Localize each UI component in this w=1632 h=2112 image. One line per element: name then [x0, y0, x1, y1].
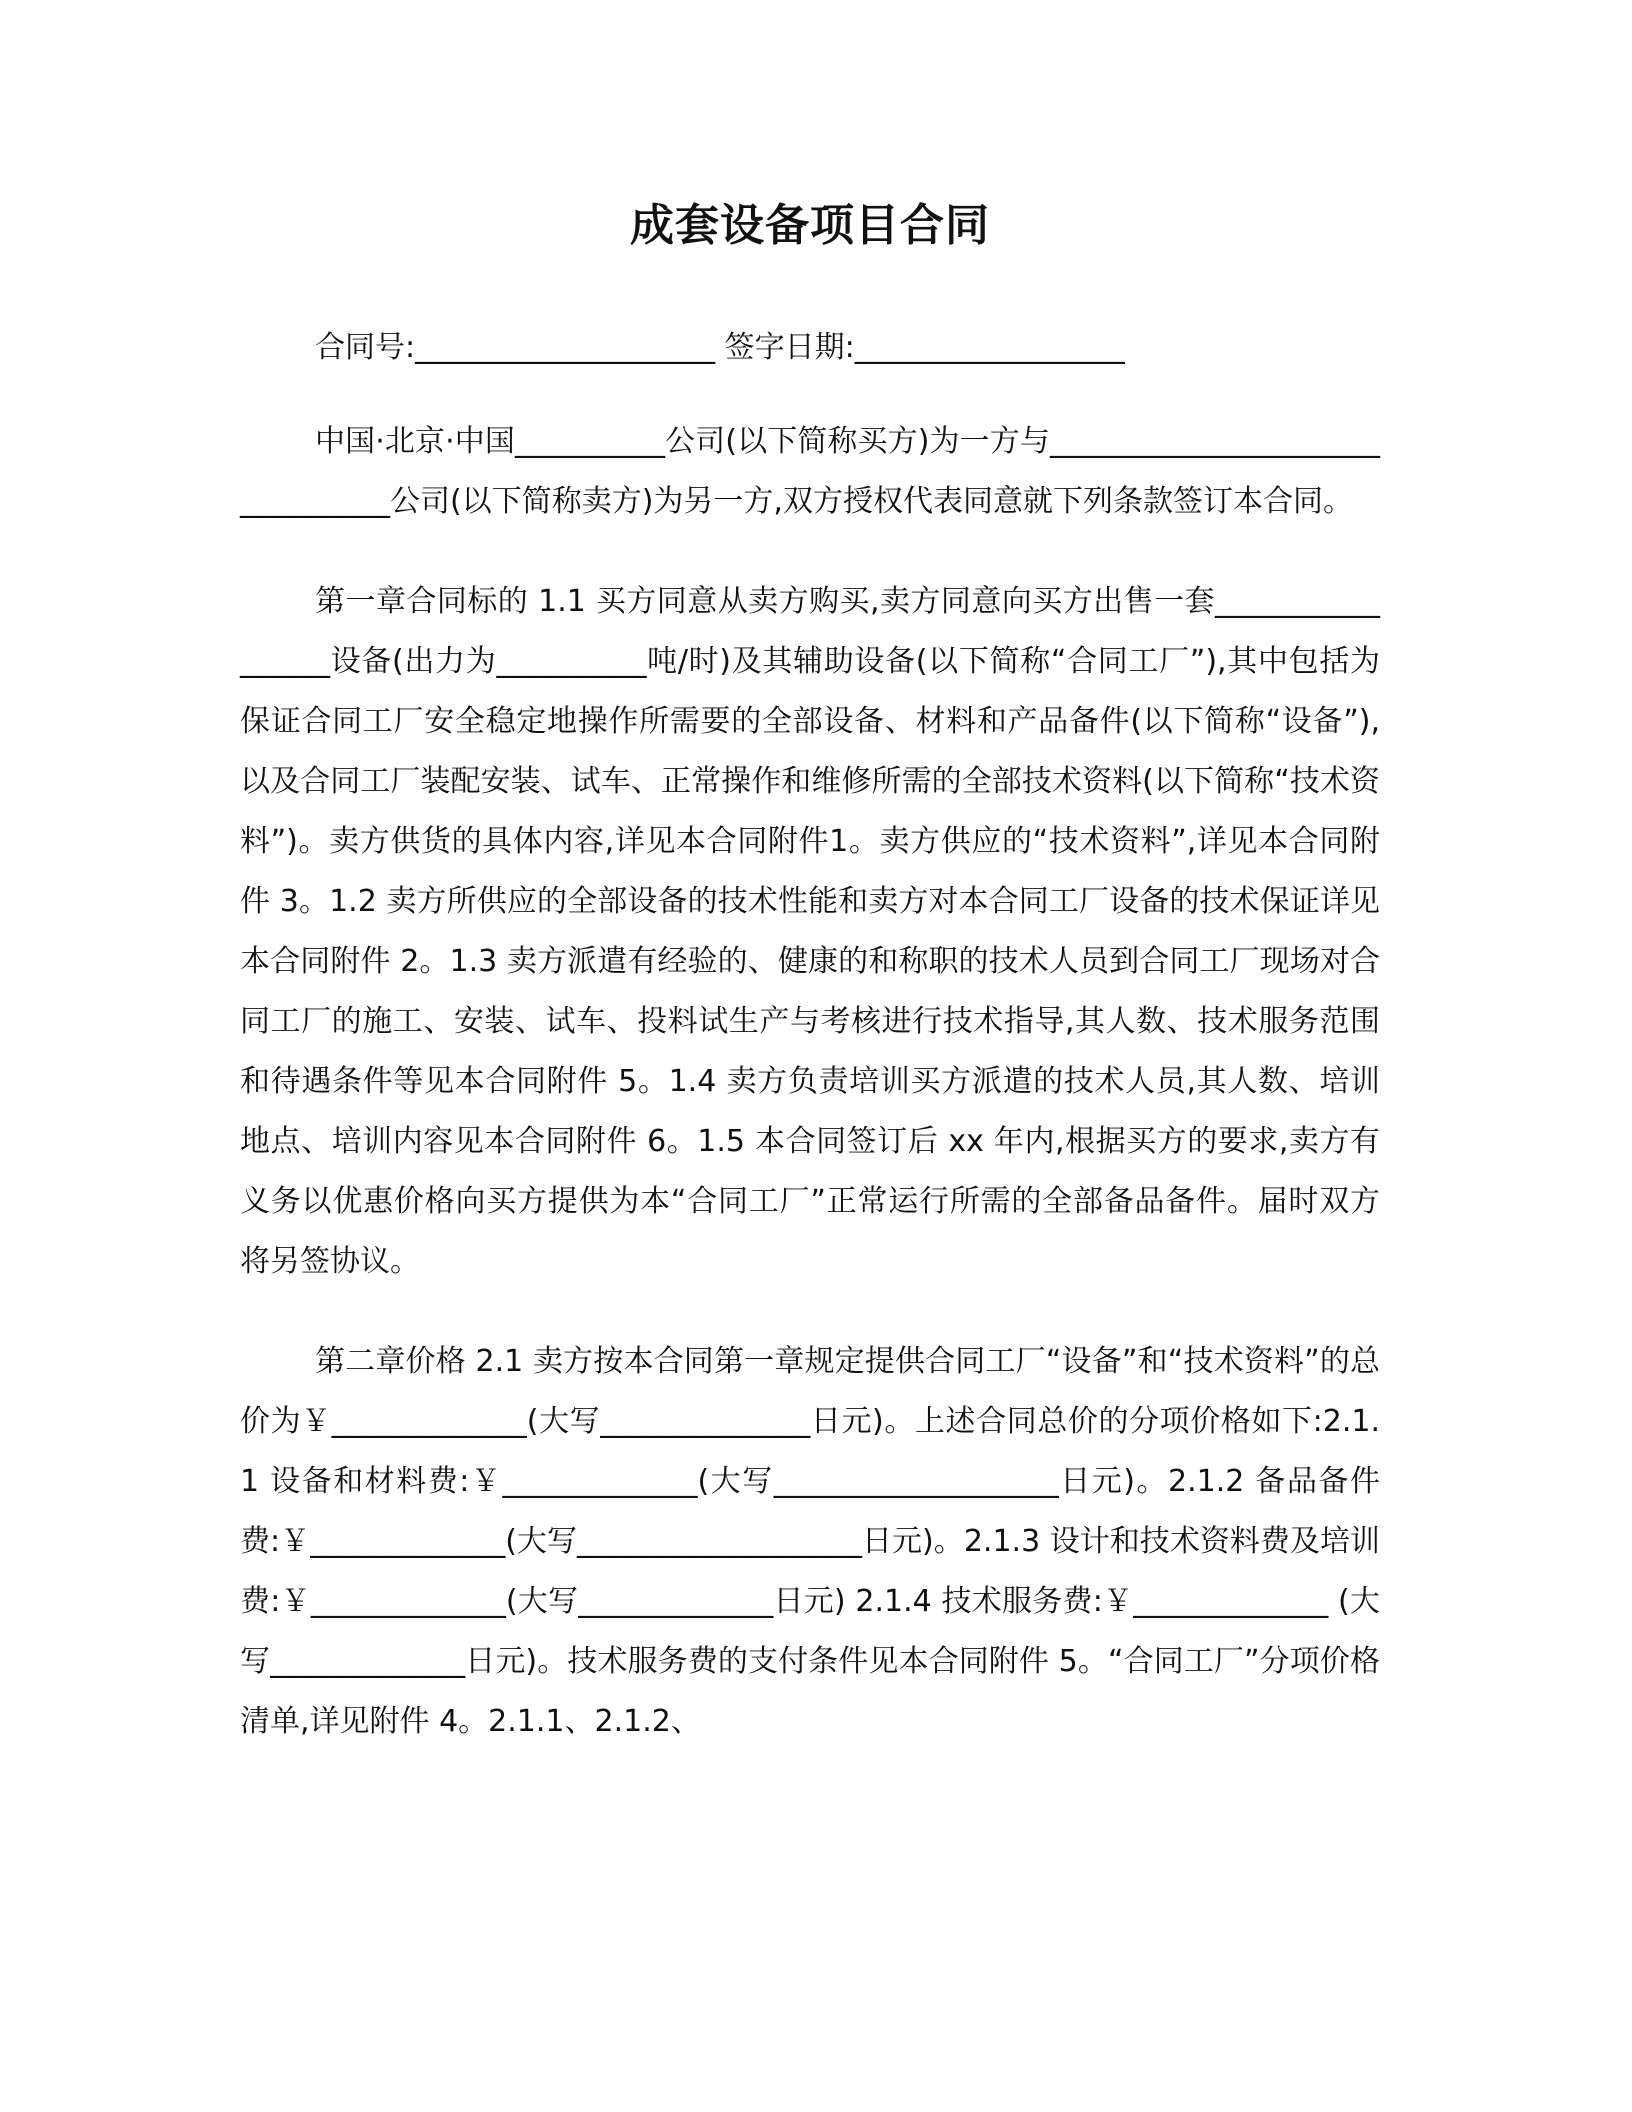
contract-number-line: 合同号:____________________ 签字日期:__________________ [315, 330, 1125, 365]
document-title: 成套设备项目合同 [630, 200, 990, 251]
document-page [240, 190, 1380, 1792]
chapter-two-paragraph: 第二章价格 2.1 卖方按本合同第一章规定提供合同工厂“设备”和“技术资料”的总价为￥_____________(大写______________日元)。上述合同总价的分项价格如下:2.1.1 设备和材料费:￥_____________(大写___________________日元)。2.1.2 备品备件费:￥_____________(大写___________________日元)。2.1.3 设计和技术资料费及培训费:￥_____________(大写_____________日元) 2.1.4 技术服务费:￥_____________ (大写_____________日元)。技术服务费的支付条件见本合同附件 5。“合同工厂”分项价格清单,详见附件 4。2.1.1、2.1.2、 [240, 1344, 1380, 1739]
chapter-one-paragraph: 第一章合同标的 1.1 买方同意从卖方购买,卖方同意向买方出售一套_________________设备(出力为__________吨/时)及其辅助设备(以下简称“合同工厂”),其中包括为保证合同工厂安全稳定地操作所需要的全部设备、材料和产品备件(以下简称“设备”),以及合同工厂装配安装、试车、正常操作和维修所需的全部技术资料(以下简称“技术资料”)。卖方供货的具体内容,详见本合同附件1。卖方供应的“技术资料”,详见本合同附件 3。1.2 卖方所供应的全部设备的技术性能和卖方对本合同工厂设备的技术保证详见本合同附件 2。1.3 卖方派遣有经验的、健康的和称职的技术人员到合同工厂现场对合同工厂的施工、安装、试车、投料试生产与考核进行技术指导,其人数、技术服务范围和待遇条件等见本合同附件 5。1.4 卖方负责培训买方派遣的技术人员,其人数、培训地点、培训内容见本合同附件 6。1.5 本合同签订后 xx 年内,根据买方的要求,卖方有义务以优惠价格向买方提供为本“合同工厂”正常运行所需的全部备品备件。届时双方将另签协议。 [240, 584, 1380, 1279]
parties-paragraph: 中国·北京·中国__________公司(以下简称买方)为一方与________________________________公司(以下简称卖方)为另一方,双方授权代表同意就下列条款签订本合同。 [240, 424, 1380, 519]
